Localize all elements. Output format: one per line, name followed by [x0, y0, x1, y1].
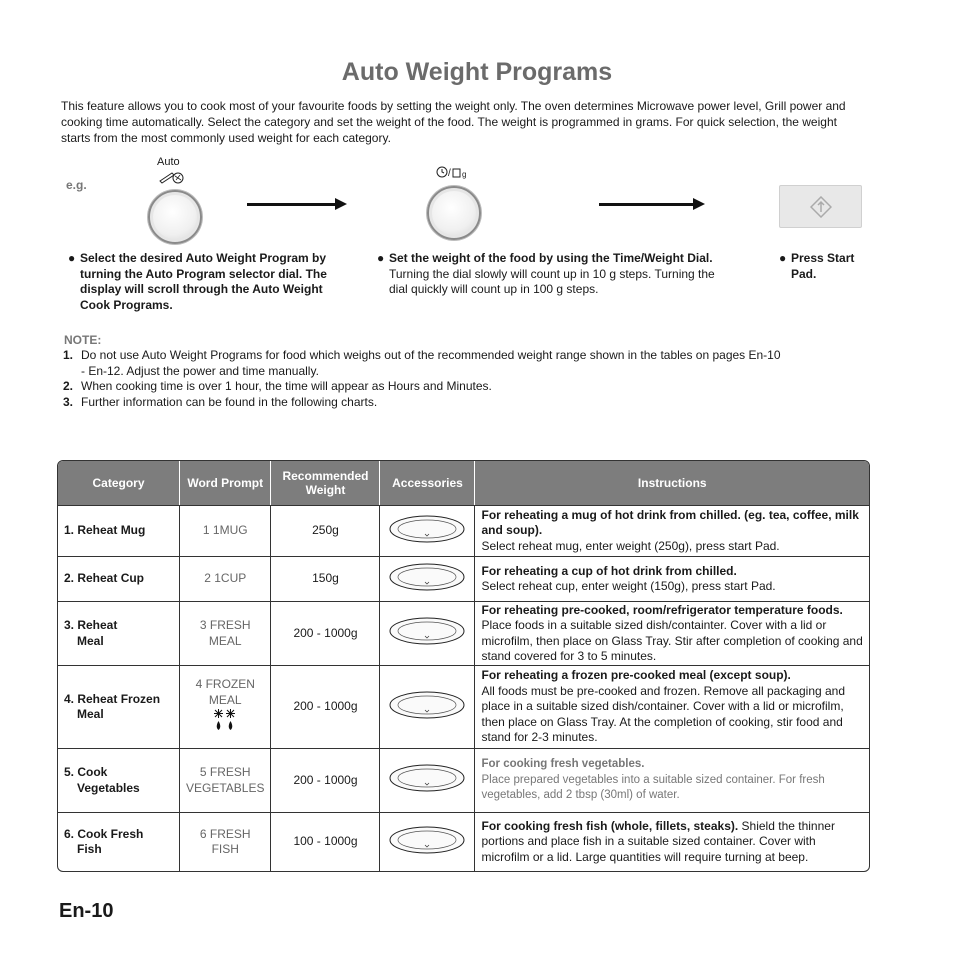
word-prompt-cell: 3 FRESH MEAL [180, 601, 271, 665]
start-icon [810, 196, 832, 218]
time-weight-dial[interactable] [427, 186, 481, 240]
weight-cell: 150g [271, 556, 380, 601]
category-cell: 1. Reheat Mug [58, 505, 180, 556]
glass-tray-icon [380, 665, 475, 748]
word-prompt-cell: 4 FROZEN MEAL [180, 665, 271, 748]
step-3: ● Press Start Pad. [779, 251, 855, 281]
header-category: Category [58, 461, 180, 505]
instructions-cell: For cooking fresh fish (whole, fillets, steaks). Shield the thinner portions and place fish in a suitable sized container. Cover with microfilm or a lid. Large quantities will require turning at beep. [475, 812, 869, 871]
glass-tray-icon [380, 556, 475, 601]
header-word-prompt: Word Prompt [180, 461, 271, 505]
weight-cell: 250g [271, 505, 380, 556]
note-heading: NOTE: [64, 333, 102, 347]
instructions-cell: For reheating a mug of hot drink from chilled. (eg. tea, coffee, milk and soup). Select reheat mug, enter weight (250g), press start Pad. [475, 505, 869, 556]
frozen-icon [212, 708, 238, 732]
instructions-cell: For reheating a cup of hot drink from chilled. Select reheat cup, enter weight (150g), press start Pad. [475, 556, 869, 601]
category-cell: 4. Reheat Frozen Meal [58, 665, 180, 748]
header-accessories: Accessories [380, 461, 475, 505]
bullet-icon: ● [779, 251, 787, 265]
word-prompt-cell: 1 1MUG [180, 505, 271, 556]
arrow-right-icon [247, 203, 337, 206]
svg-text:/: / [448, 168, 451, 179]
table-row [58, 601, 869, 665]
glass-tray-icon [380, 505, 475, 556]
food-icon [158, 169, 188, 190]
bullet-icon: ● [68, 251, 76, 265]
time-weight-icon [436, 165, 470, 184]
word-prompt-cell: 5 FRESH VEGETABLES [180, 748, 271, 812]
note-item: 3. Further information can be found in the following charts. [63, 395, 378, 409]
glass-tray-icon [380, 812, 475, 871]
step-1: ● Select the desired Auto Weight Program by turning the Auto Program selector dial. The display will scroll through the Auto Weight Cook Programs. [68, 251, 327, 312]
word-prompt-cell: 2 1CUP [180, 556, 271, 601]
table-header-row [58, 461, 869, 505]
table-row [58, 812, 869, 871]
page-title: Auto Weight Programs [341, 58, 613, 86]
step-2: ● Set the weight of the food by using the Time/Weight Dial. Turning the dial slowly will count up in 10 g steps. Turning the dial quickly will count up in 100 g steps. [377, 251, 715, 296]
weight-cell: 200 - 1000g [271, 665, 380, 748]
instructions-cell: For reheating pre-cooked, room/refrigerator temperature foods. Place foods in a suitable sized dish/containter. Cover with a lid or microfilm, then place on Glass Tray. Stir after completion of cooking and stand covered for 3 to 5 minutes. [475, 601, 869, 665]
intro-paragraph: This feature allows you to cook most of your favourite foods by setting the weight only. The oven determines Microwave power level, Grill power and cooking time automatically. Select the category and set the weight of the food. The weight is programmed in grams. For quick selection, the weight starts from the most commonly used weight for each category. [61, 99, 846, 145]
arrow-right-icon [599, 203, 695, 206]
page-number: En-10 [59, 900, 114, 922]
weight-cell: 200 - 1000g [271, 601, 380, 665]
category-cell: 6. Cook Fresh Fish [58, 812, 180, 871]
example-label: e.g. [66, 178, 87, 192]
instructions-cell: For reheating a frozen pre-cooked meal (except soup). All foods must be pre-cooked and frozen. Remove all packaging and place in a suitable sized dish/container. Cover with a lid or microfilm, then place on Glass Tray. At the completion of cooking, stir food and stand for 2-3 minutes. [475, 665, 869, 748]
header-instructions: Instructions [475, 461, 869, 505]
table-row [58, 665, 869, 748]
svg-text:g: g [462, 170, 467, 179]
auto-program-dial[interactable] [148, 190, 202, 244]
note-item: 2. When cooking time is over 1 hour, the time will appear as Hours and Minutes. [63, 379, 492, 393]
category-cell: 2. Reheat Cup [58, 556, 180, 601]
table-row [58, 505, 869, 556]
weight-cell: 100 - 1000g [271, 812, 380, 871]
word-prompt-cell: 6 FRESH FISH [180, 812, 271, 871]
auto-dial-label: Auto [157, 156, 180, 168]
bullet-icon: ● [377, 251, 385, 265]
category-cell: 3. Reheat Meal [58, 601, 180, 665]
header-weight: Recommended Weight [271, 461, 380, 505]
auto-weight-programs-table [57, 460, 870, 872]
note-item: 1. Do not use Auto Weight Programs for food which weighs out of the recommended weight range shown in the tables on pages En-10 - En-12. Adjust the power and time manually. [63, 348, 781, 378]
weight-cell: 200 - 1000g [271, 748, 380, 812]
instructions-cell: For cooking fresh vegetables. Place prepared vegetables into a suitable sized container. For fresh vegetables, add 2 tbsp (30ml) of water. [475, 748, 869, 812]
start-pad-button[interactable] [779, 185, 862, 228]
glass-tray-icon [380, 601, 475, 665]
table-row [58, 556, 869, 601]
glass-tray-icon [380, 748, 475, 812]
category-cell: 5. Cook Vegetables [58, 748, 180, 812]
table-row [58, 748, 869, 812]
